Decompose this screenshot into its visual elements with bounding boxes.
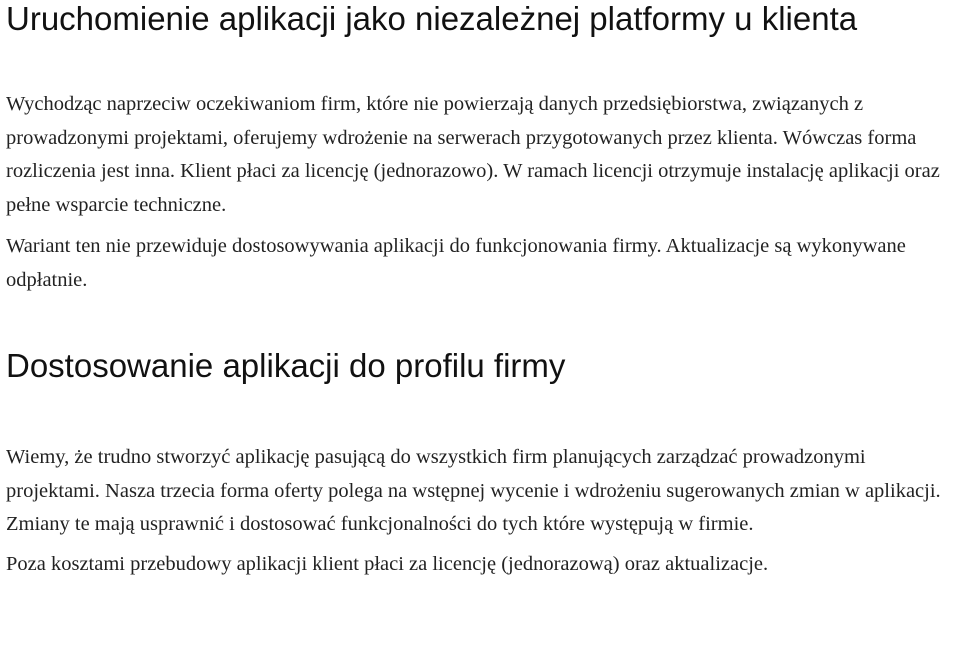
paragraph-onpremise-offer: Wychodząc naprzeciw oczekiwaniom firm, które nie powierzają danych przedsiębiorstwa, związanych z prowadzonymi projektami, oferujemy wdrożenie na serwerach przygotowanych przez klienta. Wówczas forma rozliczenia jest inna. Klient płaci za licencję (jednorazowo). W ramach licencji otrzymuje instalację aplikacji oraz pełne wsparcie techniczne.: [6, 93, 940, 216]
section-standalone-platform: [6, 0, 952, 297]
section-heading-standalone-platform: Uruchomienie aplikacji jako niezależnej platformy u klienta: [6, 0, 858, 37]
paragraph-customization-costs: Poza kosztami przebudowy aplikacji klient płaci za licencję (jednorazową) oraz aktualizacje.: [6, 552, 769, 575]
section-heading-customization: Dostosowanie aplikacji do profilu firmy: [6, 347, 566, 384]
document-page: [6, 0, 952, 581]
paragraph-no-customization: Wariant ten nie przewiduje dostosowywania aplikacji do funkcjonowania firmy. Aktualizacje są wykonywane odpłatnie.: [6, 235, 906, 291]
section-customization: [6, 346, 952, 581]
paragraph-customization-offer: Wiemy, że trudno stworzyć aplikację pasującą do wszystkich firm planujących zarządzać prowadzonymi projektami. Nasza trzecia forma oferty polega na wstępnej wycenie i wdrożeniu sugerowanych zmian w aplikacji. Zmiany te mają usprawnić i dostosować funkcjonalności do tych które występują w firmie.: [6, 446, 941, 535]
